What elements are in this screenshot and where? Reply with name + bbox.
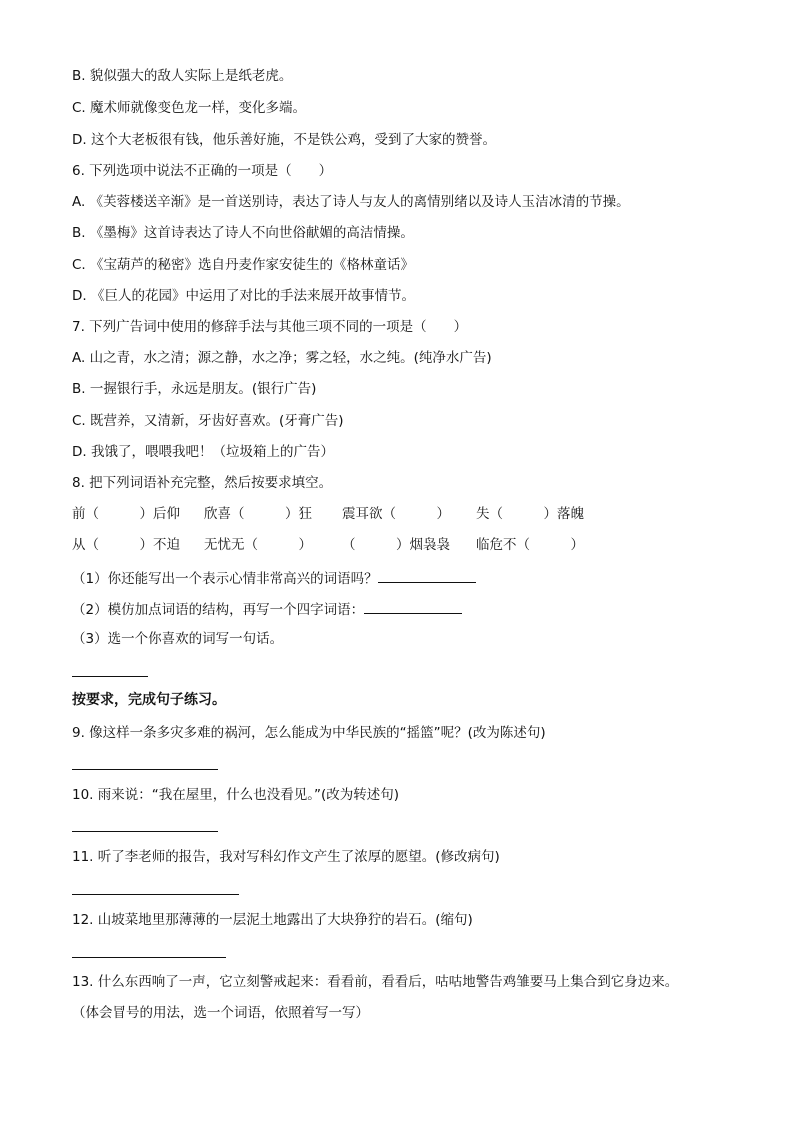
q8-sub-2-text: （2）模仿加点词语的结构，再写一个四字词语： — [72, 602, 365, 618]
q8-sub-2 — [72, 599, 462, 619]
q7-option-c: C. 既营养，又清新，牙齿好喜欢。(牙膏广告) — [72, 413, 344, 429]
answer-line[interactable] — [72, 831, 218, 832]
idiom-item[interactable]: 从（ ）不迫 — [72, 537, 180, 553]
section-heading: 按要求，完成句子练习。 — [72, 692, 226, 708]
q8-stem: 8. 把下列词语补充完整，然后按要求填空。 — [72, 475, 333, 491]
q6-stem: 6. 下列选项中说法不正确的一项是（ ） — [72, 163, 333, 179]
idiom-item[interactable]: 临危不（ ） — [476, 537, 584, 553]
idiom-item[interactable]: 欣喜（ ）狂 — [204, 506, 312, 522]
q12-stem: 12. 山坡菜地里那薄薄的一层泥土地露出了大块狰狞的岩石。(缩句) — [72, 912, 473, 928]
q9-stem: 9. 像这样一条多灾多难的祸河，怎么能成为中华民族的“摇篮”呢？(改为陈述句) — [72, 725, 546, 741]
q5-option-d: D. 这个大老板很有钱，他乐善好施，不是铁公鸡，受到了大家的赞誉。 — [72, 132, 496, 148]
q7-option-d: D. 我饿了，喂喂我吧！（垃圾箱上的广告） — [72, 444, 334, 460]
q13-stem: 13. 什么东西响了一声，它立刻警戒起来：看看前，看看后，咕咕地警告鸡雏要马上集合到它身边来。 — [72, 974, 679, 990]
answer-line[interactable] — [72, 894, 239, 895]
q5-option-c: C. 魔术师就像变色龙一样，变化多端。 — [72, 100, 307, 116]
q6-option-a: A. 《芙蓉楼送辛渐》是一首送别诗，表达了诗人与友人的离情别绪以及诗人玉洁冰清的节操。 — [72, 194, 630, 210]
q5-option-b: B. 貌似强大的敌人实际上是纸老虎。 — [72, 68, 293, 84]
answer-line[interactable] — [72, 957, 226, 958]
q7-option-b: B. 一握银行手，永远是朋友。(银行广告) — [72, 381, 317, 397]
answer-line[interactable] — [72, 676, 148, 677]
q7-option-a: A. 山之青，水之清；源之静，水之净；雾之轻，水之纯。(纯净水广告) — [72, 350, 492, 366]
idiom-item[interactable]: 前（ ）后仰 — [72, 506, 180, 522]
q7-stem: 7. 下列广告词中使用的修辞手法与其他三项不同的一项是（ ） — [72, 319, 468, 335]
q6-option-d: D. 《巨人的花园》中运用了对比的手法来展开故事情节。 — [72, 288, 415, 304]
q13-instruction: （体会冒号的用法，选一个词语，依照着写一写） — [72, 1005, 369, 1021]
idiom-item[interactable]: 失（ ）落魄 — [476, 506, 584, 522]
answer-line[interactable] — [72, 769, 218, 770]
q10-stem: 10. 雨来说：“我在屋里，什么也没看见。”(改为转述句) — [72, 787, 400, 803]
answer-blank[interactable] — [364, 599, 462, 614]
q11-stem: 11. 听了李老师的报告，我对写科幻作文产生了浓厚的愿望。(修改病句) — [72, 849, 500, 865]
q8-sub-1-text: （1）你还能写出一个表示心情非常高兴的词语吗？ — [72, 571, 378, 587]
answer-blank[interactable] — [378, 568, 476, 583]
q6-option-b: B. 《墨梅》这首诗表达了诗人不向世俗献媚的高洁情操。 — [72, 225, 414, 241]
idiom-item[interactable]: 无忧无（ ） — [204, 537, 312, 553]
idiom-item[interactable]: 震耳欲（ ） — [342, 506, 450, 522]
q8-sub-1 — [72, 568, 476, 588]
q8-sub-3: （3）选一个你喜欢的词写一句话。 — [72, 631, 284, 647]
q6-option-c: C. 《宝葫芦的秘密》选自丹麦作家安徒生的《格林童话》 — [72, 257, 415, 273]
idiom-item[interactable]: （ ）烟袅袅 — [342, 537, 450, 553]
